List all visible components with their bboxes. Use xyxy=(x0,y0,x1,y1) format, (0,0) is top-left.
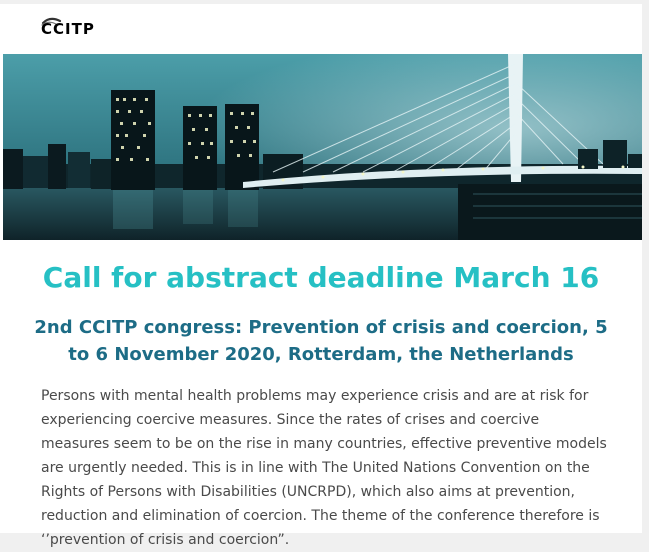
rotterdam-skyline-bridge-photo-icon xyxy=(3,54,642,240)
subheadline: 2nd CCITP congress: Prevention of crisis and coercion, 5 to 6 November 2020, Rotterdam, the Netherlands xyxy=(34,317,608,365)
headline: Call for abstract deadline March 16 xyxy=(42,261,600,294)
email-body xyxy=(0,4,642,548)
ccitp-logo[interactable] xyxy=(40,14,106,44)
logo-text: CCITP xyxy=(41,20,95,38)
hero-image xyxy=(3,54,642,240)
body-paragraph: Persons with mental health problems may experience crisis and are at risk for experiencing coercive measures. Since the rates of crises and coercive measures seem to be on the rise in many countries, effective preventive models are urgently needed. This is in line with The United Nations Convention on the Rights of Persons with Disabilities (UNCRPD), which also aims at prevention, reduction and elimination of coercion. The theme of the conference therefore is ‘’prevention of crisis and coercion”. xyxy=(41,388,607,548)
